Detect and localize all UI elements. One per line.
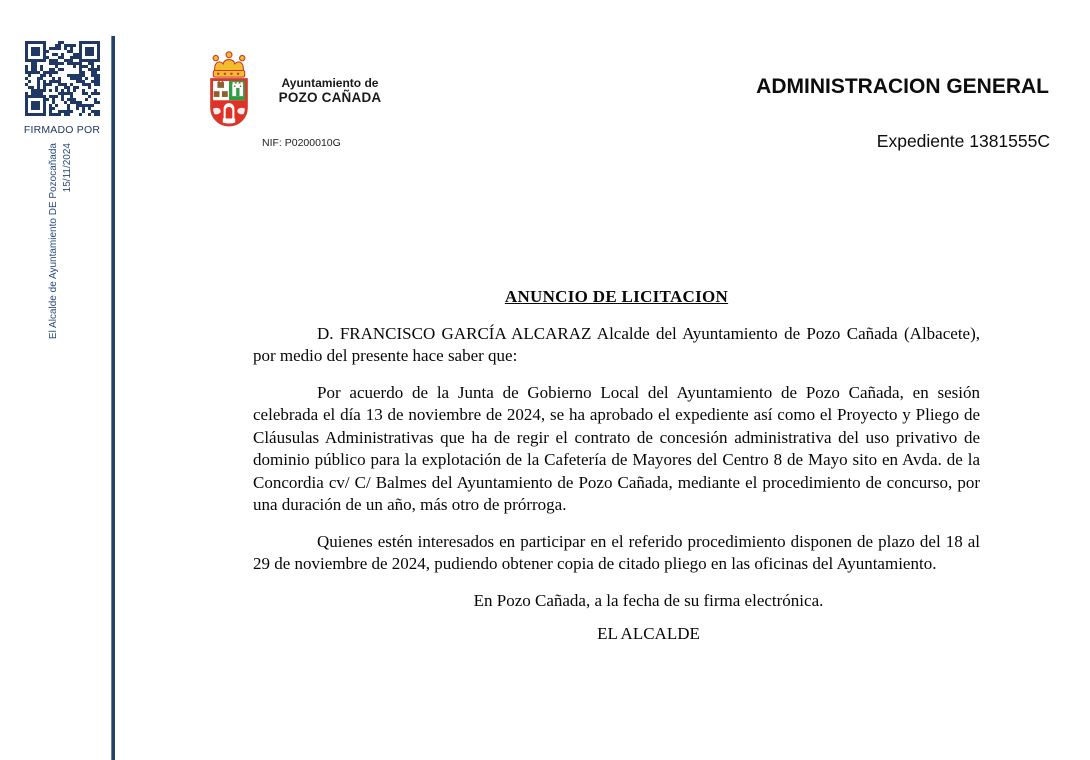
signature-date-text: 15/11/2024 xyxy=(62,143,73,193)
coat-of-arms-icon xyxy=(204,49,254,135)
paragraph-deadline: Quienes estén interesados en participar en el referido procedimiento disponen de plazo del 18 al 29 de noviembre de 2024, pudiendo obtener copia de citado pliego en las oficinas del Ayuntamiento. xyxy=(253,531,980,573)
org-name-line2: POZO CAÑADA xyxy=(278,90,382,105)
paragraph-intro: D. FRANCISCO GARCÍA ALCARAZ Alcalde del Ayuntamiento de Pozo Cañada (Albacete), por medio del presente hace saber que: xyxy=(253,323,980,365)
closing-place-line: En Pozo Cañada, a la fecha de su firma electrónica. xyxy=(473,590,824,610)
closing-signatory-line: EL ALCALDE xyxy=(597,624,700,643)
qr-code-icon xyxy=(25,41,100,116)
document-title: ANUNCIO DE LICITACION xyxy=(504,287,729,306)
document-body xyxy=(253,286,980,646)
paragraph-agreement: Por acuerdo de la Junta de Gobierno Local del Ayuntamiento de Pozo Cañada, en sesión celebrada el día 13 de noviembre de 2024, se ha aprobado el expediente así como el Proyecto y Pliego de Cláusulas Administrativas que ha de regir el contrato de concesión administrativa del uso privativo de dominio público para la explotación de la Cafetería de Mayores del Centro 8 de Mayo sito en Avda. de la Concordia cv/ C/ Balmes del Ayuntamiento de Pozo Cañada, mediante el procedimiento de concurso, por una duración de un año, más otro de prórroga. xyxy=(253,382,980,514)
signature-stamp-text xyxy=(47,143,77,368)
signature-signer-text: El Alcalde de Ayuntamiento DE Pozocañada xyxy=(48,143,59,340)
department-title: ADMINISTRACION GENERAL xyxy=(756,75,1049,98)
signed-by-label: FIRMADO POR xyxy=(23,124,101,136)
nif-label: NIF: P0200010G xyxy=(262,137,341,149)
expediente-number: Expediente 1381555C xyxy=(876,131,1050,151)
org-name-line1: Ayuntamiento de xyxy=(281,76,379,90)
org-name xyxy=(270,77,390,106)
signature-separator-line xyxy=(111,36,115,760)
